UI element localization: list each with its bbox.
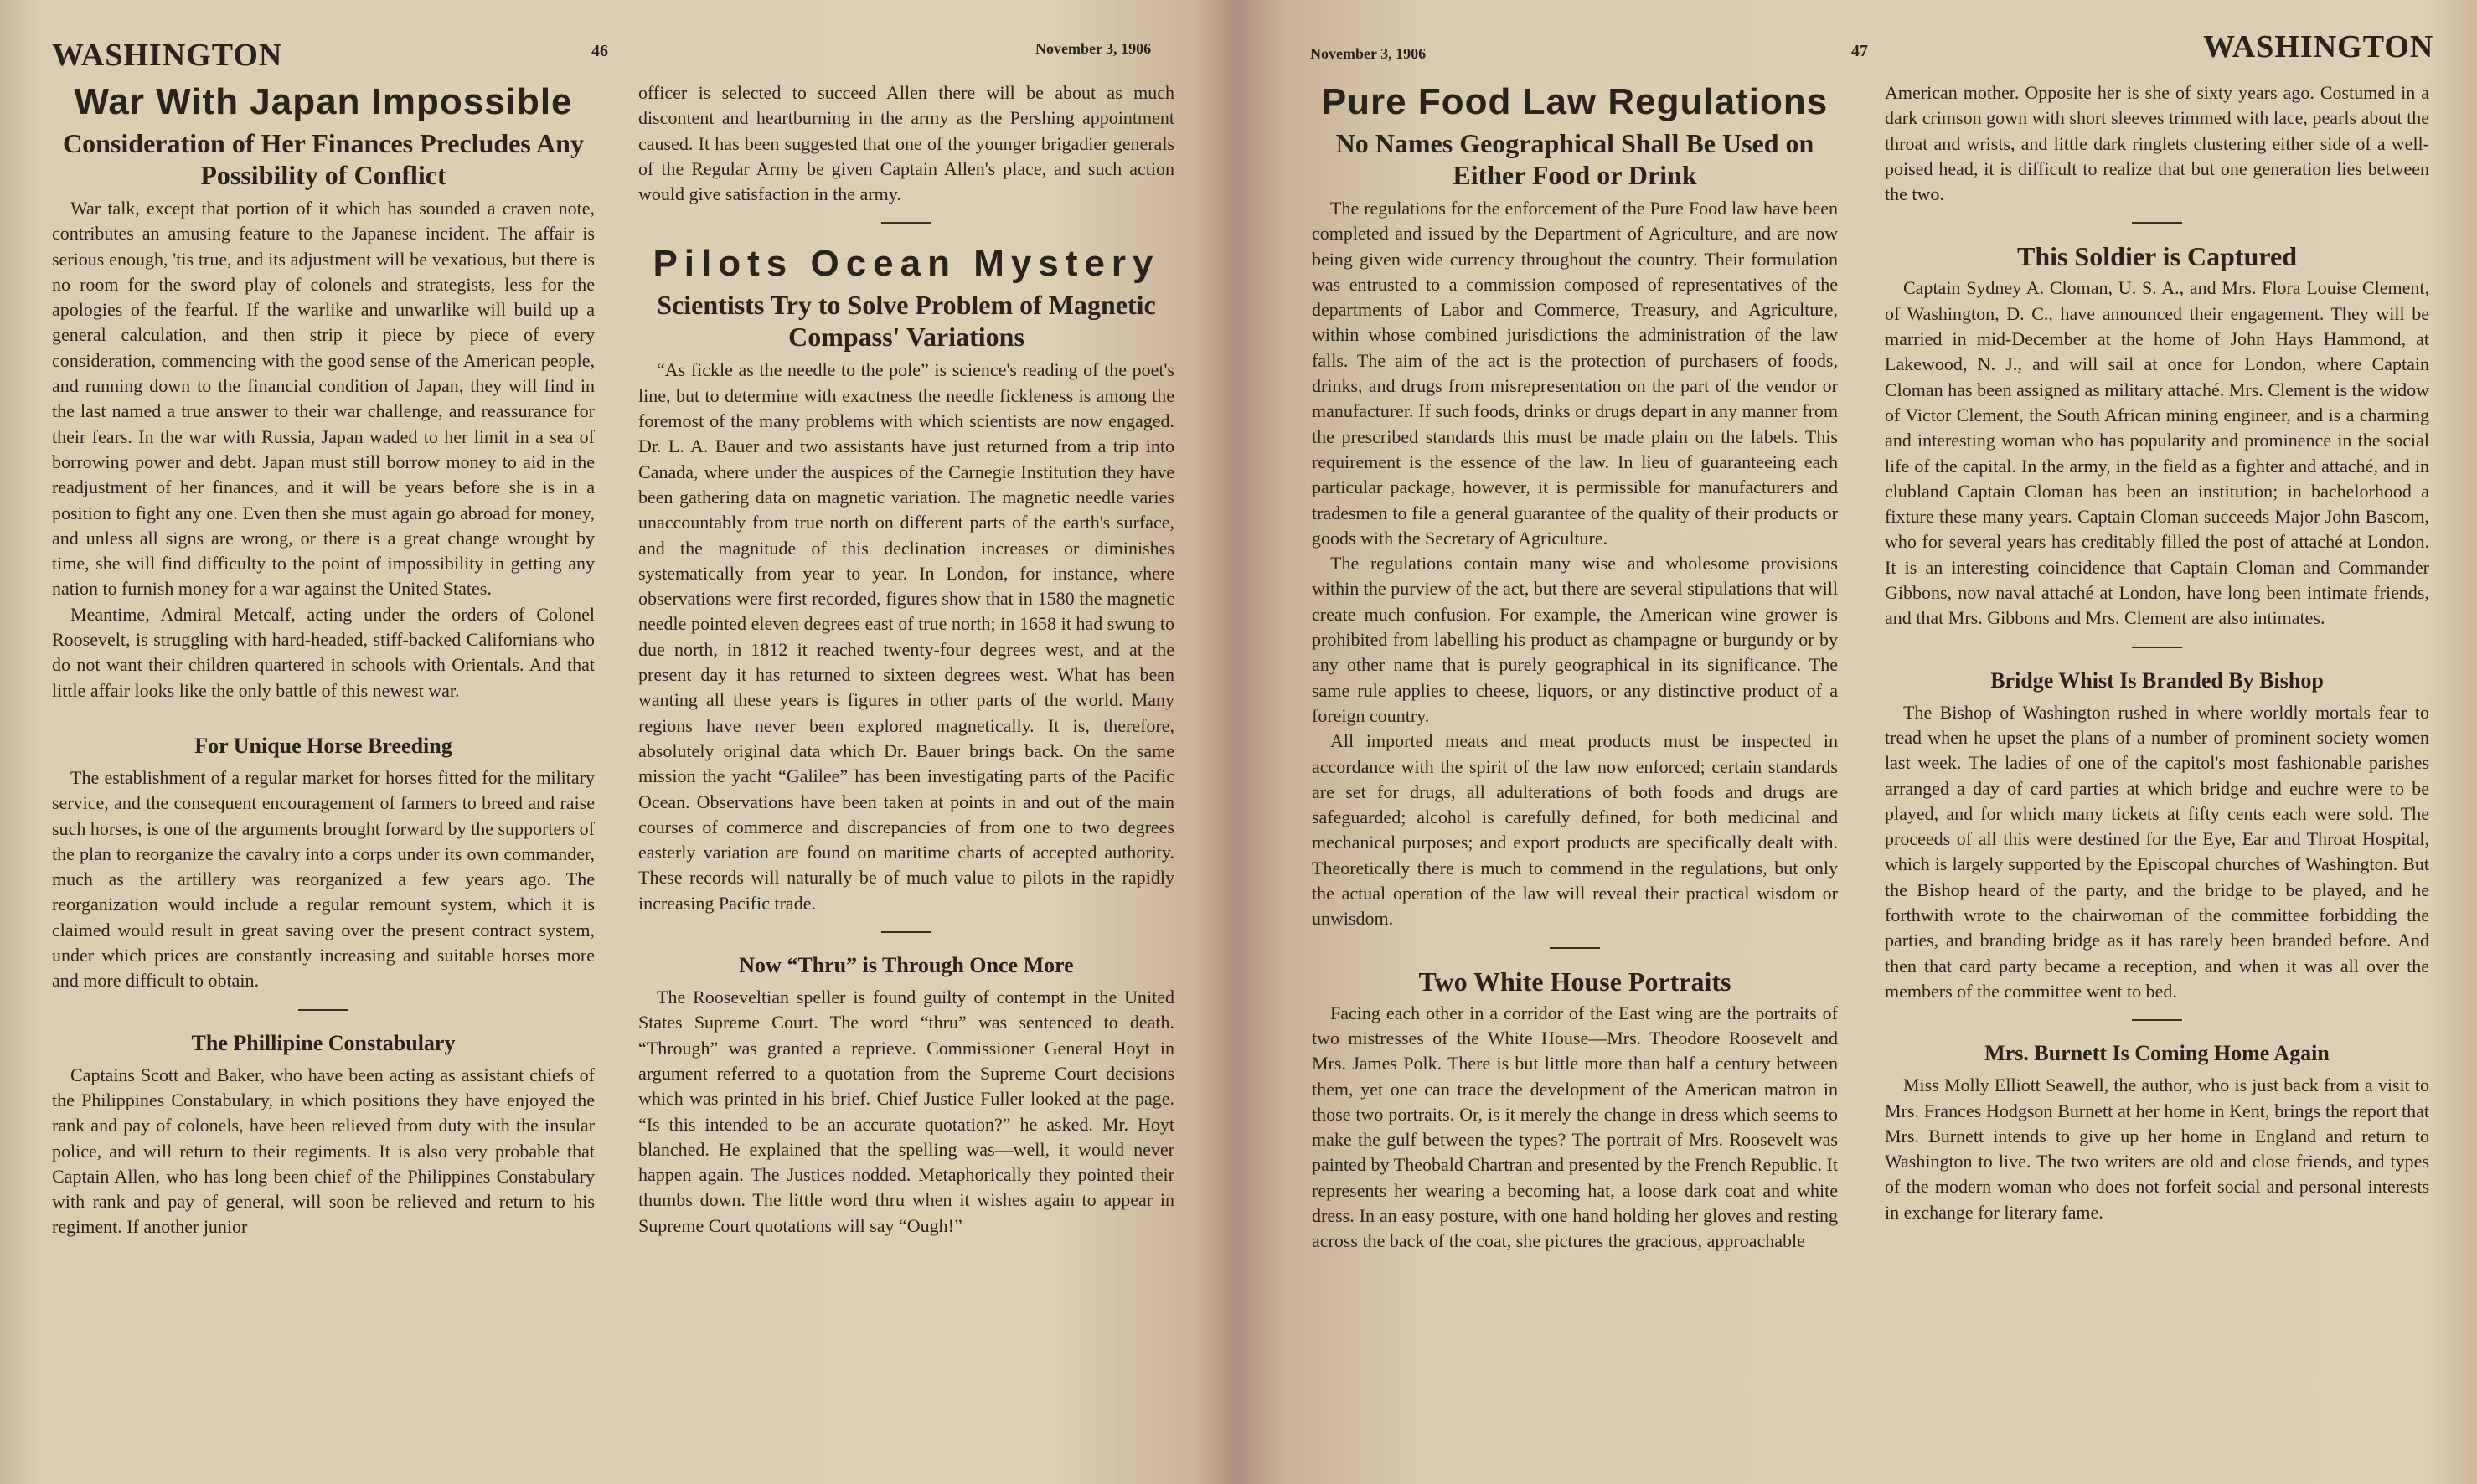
headline-war-with-japan: War With Japan Impossible <box>74 81 573 122</box>
left-page <box>0 0 1238 1484</box>
section-divider <box>2132 1019 2182 1021</box>
running-title: WASHINGTON <box>2203 29 2434 64</box>
article-paragraph: The regulations contain many wise and wholesome provisions within the purview of the act, but there are several stipulations that will create much confusion. For example, the American wine grower is prohibited from labelling his product as champagne or burgundy or by any other name that is purely geographical in its significance. The same rule applies to cheese, liquors, or any distinctive product of a foreign country. <box>1312 553 1838 726</box>
page-date: November 3, 1906 <box>1035 40 1152 57</box>
subhead-magnetic-compass: Scientists Try to Solve Problem of Magnetic Compass' Variations <box>657 290 1156 353</box>
section-title-soldier-captured: This Soldier is Captured <box>2016 241 2297 272</box>
headline-pilots-ocean-mystery: Pilots Ocean Mystery <box>653 243 1160 285</box>
section-divider <box>2132 222 2182 224</box>
section-divider <box>881 931 931 933</box>
article-paragraph: War talk, except that portion of it which has sounded a craven note, contributes an amusing feature to the Japanese incident. The affair is serious enough, 'tis true, and its adjustment will be vexatious, but there is no room for the sword play of colonels and strategists, less for the apologies of the fearful. If the warlike and unwarlike will build up a general calculation, and then strip it piece by piece of every consideration, commencing with the good sense of the American people, and running down to the financial condition of Japan, they will find in the last named a true answer to their war challenge, and reassurance for their fears. In the war with Russia, Japan waded to her limit in a sea of borrowing power and debt. Japan must still borrow money to aid in the readjustment of her finances, and it will be years before she is in a position to fight any one. Even then she must again go abroad for money, and unless all signs are wrong, or there is a great change wrought by time, she will find difficulty to the point of impossibility in getting any nation to furnish money for a war against the United States. <box>52 198 595 600</box>
book-gutter <box>1206 0 1273 1484</box>
page-number: 46 <box>591 42 608 60</box>
article-paragraph: The regulations for the enforcement of the Pure Food law have been completed and issued by the Department of Agriculture, and are now being given wide currency throughout the country. Their formulation was entrusted to a commission composed of representatives of the departments of Labor and Commerce, Treasury, and Agriculture, within whose combined jurisdictions the administration of the law falls. The aim of the act is the protection of purchasers of foods, drinks, and drugs from misrepresentation on the part of the vendor or manufacturer. If such foods, drinks or drugs depart in any manner from the prescribed standards this must be made plain on the labels. This requirement is the essence of the law. In lieu of guaranteeing each particular package, however, it is permissible for manufacturers and tradesmen to file a general guarantee of the quality of their products or goods with the Secretary of Agriculture. <box>1312 198 1838 549</box>
continued-paragraph: officer is selected to succeed Allen there will be about as much discontent and heartburning in the army as the Pershing appointment caused. It has been suggested that one of the younger brigadier generals of the Regular Army be given Captain Allen's place, and such action would give satisfaction in the army. <box>638 82 1174 205</box>
continued-paragraph: American mother. Opposite her is she of sixty years ago. Costumed in a dark crimson gown with short sleeves trimmed with lace, pearls about the throat and wrists, and little dark ringlets clustering either side of a well-poised head, it is difficult to realize that but one generation lies between the two. <box>1885 82 2429 205</box>
article-paragraph: All imported meats and meat products must be inspected in accordance with the spirit of the law now enforced; certain standards are set for drugs, all adulterations of both foods and drugs are safeguarded; alcohol is carefully defined, for both medicinal and mechanical purposes; and export products are specifically dealt with. Theoretically there is much to commend in the regulations, but only the actual operation of the law will reveal their practical wisdom or unwisdom. <box>1312 730 1838 930</box>
section-divider <box>1550 947 1600 949</box>
article-paragraph: The Bishop of Washington rushed in where worldly mortals fear to tread when he upset the plans of a number of prominent society women last week. The ladies of one of the capitol's most fashionable parishes arranged a day of card parties at which bridge and euchre were to be played, and for which many tickets at fifty cents each were sold. The proceeds of all this were destined for the Eye, Ear and Throat Hospital, which is largely supported by the Episcopal churches of Washington. But the Bishop heard of the party, and the bridge to be played, and he forthwith wrote to the chairwoman of the committee forbidding the parties, and branding bridge as it has rarely been branded before. And then that card party became a reception, and when it was all over the members of the committee went to bed. <box>1885 701 2429 1002</box>
right-column-1 <box>1312 80 1838 1255</box>
page-number: 47 <box>1851 42 1868 60</box>
page-date: November 3, 1906 <box>1310 45 1427 62</box>
section-title-mrs-burnett: Mrs. Burnett Is Coming Home Again <box>1984 1041 2330 1066</box>
article-paragraph: Meantime, Admiral Metcalf, acting under the orders of Colonel Roosevelt, is struggling with hard-headed, stiff-backed Californians who do not want their children quartered in schools with Orientals. And that little affair looks like the only battle of this newest war. <box>52 603 595 701</box>
section-title-thru: Now “Thru” is Through Once More <box>739 953 1074 978</box>
article-paragraph: Captain Sydney A. Cloman, U. S. A., and Mrs. Flora Louise Clement, of Washington, D. C., have announced their engagement. They will be married in mid-December at the home of John Hays Hammond, at Lakewood, N. J., and will sail at once for London, where Captain Cloman has been assigned as military attaché. Mrs. Clement is the widow of Victor Clement, the South African mining engineer, and is a charming and interesting woman who has popularity and prominence in the social life of the capital. In the army, in the field as a fighter and attaché, and in clubland Captain Cloman has been an institution; in bachelorhood a fixture these many years. Captain Cloman succeeds Major John Bascom, who for several years has creditably filled the post of attaché at London. It is an interesting coincidence that Captain Cloman and Commander Gibbons, now naval attaché at London, have long been intimate friends, and that Mrs. Gibbons and Mrs. Clement are also intimates. <box>1885 277 2429 629</box>
section-divider <box>881 222 931 224</box>
headline-pure-food-law: Pure Food Law Regulations <box>1321 81 1829 122</box>
section-divider <box>2132 647 2182 648</box>
subhead-geographical-names: No Names Geographical Shall Be Used on Either Food or Drink <box>1335 128 1814 190</box>
section-title-white-house-portraits: Two White House Portraits <box>1418 966 1731 997</box>
article-paragraph: Facing each other in a corridor of the East wing are the portraits of two mistresses of the White House—Mrs. Theodore Roosevelt and Mrs. James Polk. There is but little more than half a century between them, yet one can trace the development of the American matron in those two portraits. Or, is it merely the change in dress which seems to make the gulf between the types? The portrait of Mrs. Roosevelt was painted by Theobald Chartran and presented by the French Republic. It represents her wearing a becoming hat, a loose dark coat and white dress. In an easy posture, with one hand holding her gloves and resting across the back of the coat, she pictures the gracious, approachable <box>1312 1002 1838 1252</box>
spacer <box>52 703 595 732</box>
article-paragraph: Miss Molly Elliott Seawell, the author, who is just back from a visit to Mrs. Frances Hodgson Burnett at her home in Kent, brings the report that Mrs. Burnett intends to give up her home in England and return to Washington to live. The two writers are old and close friends, and types of the modern woman who does not forfeit social and personal interests in exchange for literary fame. <box>1885 1074 2429 1223</box>
section-title-bridge-whist: Bridge Whist Is Branded By Bishop <box>1990 667 2324 693</box>
article-paragraph: Captains Scott and Baker, who have been acting as assistant chiefs of the Philippines Constabulary, in which positions they have enjoyed the rank and pay of colonels, have been relieved from duty with the insular police, and will return to their regiments. It is also very probable that Captain Allen, who has long been chief of the Philippines Constabulary with rank and pay of general, will soon be relieved and return to his regiment. If another junior <box>52 1064 595 1238</box>
left-column-2 <box>638 80 1174 1239</box>
subhead-japan-finances: Consideration of Her Finances Precludes Any Possibility of Conflict <box>63 128 584 190</box>
article-paragraph: The Rooseveltian speller is found guilty of contempt in the United States Supreme Court. The word “thru” was sentenced to death. “Through” was granted a reprieve. Commissioner General Hoyt in argument referred to a quotation from the Supreme Court decisions which was printed in his brief. Chief Justice Fuller looked at the page. “Is this intended to be an accurate quotation?” he asked. Mr. Hoyt blanched. He explained that the spelling was—well, it would never happen again. The Justices nodded. Metaphorically they pointed their thumbs down. The little word thru when it wishes again to appear in Supreme Court quotations will say “Ough!” <box>638 987 1174 1236</box>
article-paragraph: “As fickle as the needle to the pole” is science's reading of the poet's line, but to determine with exactness the needle fickleness is among the foremost of the many problems with which scientists are now engaged. Dr. L. A. Bauer and two assistants have just returned from a trip into Canada, where under the auspices of the Carnegie Institution they have been gathering data on magnetic variation. The magnetic needle varies unaccountably from true north on different parts of the earth's surface, and the magnitude of this declination increases or diminishes systematically from year to year. In London, for instance, where observations were first recorded, figures show that in 1580 the magnetic needle pointed eleven degrees east of true north; in 1658 it had swung to due north, in 1812 it reached twenty-four degrees west, and at the present day it has returned to sixteen degrees west. What has been wanting all these years is figures in other parts of the world. Many regions have never been explored magnetically. It is, therefore, absolutely original data which Dr. Bauer brings back. On the same mission the yacht “Galilee” has been investigating parts of the Pacific Ocean. Observations have been taken at points in and out of the main courses of commerce and discrepancies of from one to two degrees easterly variation are found on maritime charts of accepted authority. These records will naturally be of much value to pilots in the rapidly increasing Pacific trade. <box>638 359 1174 914</box>
left-column-1 <box>52 80 595 1240</box>
section-divider <box>298 1009 348 1011</box>
section-title-constabulary: The Phillipine Constabulary <box>191 1030 456 1055</box>
article-paragraph: The establishment of a regular market for horses fitted for the military service, and the consequent encouragement of farmers to breed and raise such horses, is one of the arguments brought forward by the supporters of the plan to reorganize the cavalry into a corps under its own commander, much as the artillery was reorganized a few years ago. The reorganization would include a regular remount system, which it is claimed would result in great saving over the present contract system, under which prices are constantly increasing and suitable horses more and more difficult to obtain. <box>52 766 595 992</box>
right-column-2 <box>1885 80 2429 1225</box>
right-page <box>1238 0 2477 1484</box>
section-title-horse-breeding: For Unique Horse Breeding <box>194 733 452 758</box>
running-title: WASHINGTON <box>52 38 283 73</box>
